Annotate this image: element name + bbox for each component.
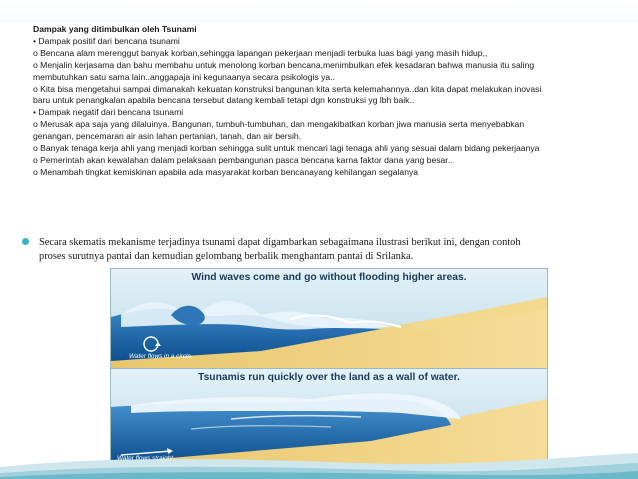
- bullet-dot-icon: [22, 238, 29, 245]
- text-line: o Menjalin kerjasama dan bahu membahu untuk menolong korban bencana,menimbulkan efek kesadaran bahwa manusia itu saling: [33, 59, 535, 70]
- tsunami-impact-text: [33, 24, 628, 179]
- top-flow-label: Water flows in a circle.: [129, 353, 193, 360]
- bullet-text: [39, 236, 624, 264]
- text-line: genangan, pencemaran air asin lahan pertanian, tanah, dan air bersih.: [33, 131, 302, 142]
- text-line: o Menambah tingkat kemiskinan apabila ada masyarakat korban bencanayang kehilangan segalanya: [33, 166, 419, 177]
- positive-impact-subheading: • Dampak positif dari bencana tsunami: [33, 35, 180, 46]
- text-line: o Pemerintah akan kewalahan dalam pelaksaan pembangunan pasca bencana karna faktor dana yang besar..: [33, 154, 453, 165]
- top-panel-caption: Wind waves come and go without flooding higher areas.: [191, 272, 467, 283]
- text-line: membutuhkan satu sama lain..anggapaja ini kegunaanya secara psikologis ya..: [33, 71, 335, 82]
- text-line: o Bencana alam merenggut banyak korban,sehingga lapangan pekerjaan menjadi terbuka luas bagi yang masih hidup,,: [33, 47, 488, 58]
- wind-wave-panel: [111, 269, 547, 368]
- text-line: o Merusak apa saja yang dilaluinya. Bangunan, tumbuh-tumbuhan, dan mengakibatkan korban jiwa manusia serta menyebabkan: [33, 119, 525, 130]
- text-line: o Kita bisa mengetahui sampai dimanakah kekuatan konstruksi bangunan kita serta kelemahannya..dan kita dapat melakukan inovasi: [33, 83, 542, 94]
- impact-heading: Dampak yang ditimbulkan oleh Tsunami: [33, 24, 197, 34]
- text-line: baru untuk penangkalan apabila bencana tersebut datang kembali tetapi dgn konstruksi yg lbh baik..: [33, 95, 415, 106]
- bottom-flow-label: Water flows straight: [117, 455, 173, 462]
- bottom-panel-caption: Tsunamis run quickly over the land as a wall of water.: [198, 372, 460, 383]
- bullet-line: proses surutnya pantai dan kemudian gelombang berbalik menghantam pantai di Srilanka.: [39, 251, 414, 262]
- negative-impact-subheading: • Dampak negatif dari bencana tsunami: [33, 107, 184, 118]
- text-line: o Banyak tenaga kerja ahli yang menjadi korban sehingga sulit untuk mencari lagi tenaga ahli yang sesuai dalam bidang pekerjaanya: [33, 143, 540, 154]
- slide-bottom-waves: [0, 419, 638, 479]
- bullet-line: Secara skematis mekanisme terjadinya tsunami dapat digambarkan sebagaimana ilustrasi berikut ini, dengan contoh: [39, 237, 521, 248]
- slide-top-band: [0, 0, 638, 22]
